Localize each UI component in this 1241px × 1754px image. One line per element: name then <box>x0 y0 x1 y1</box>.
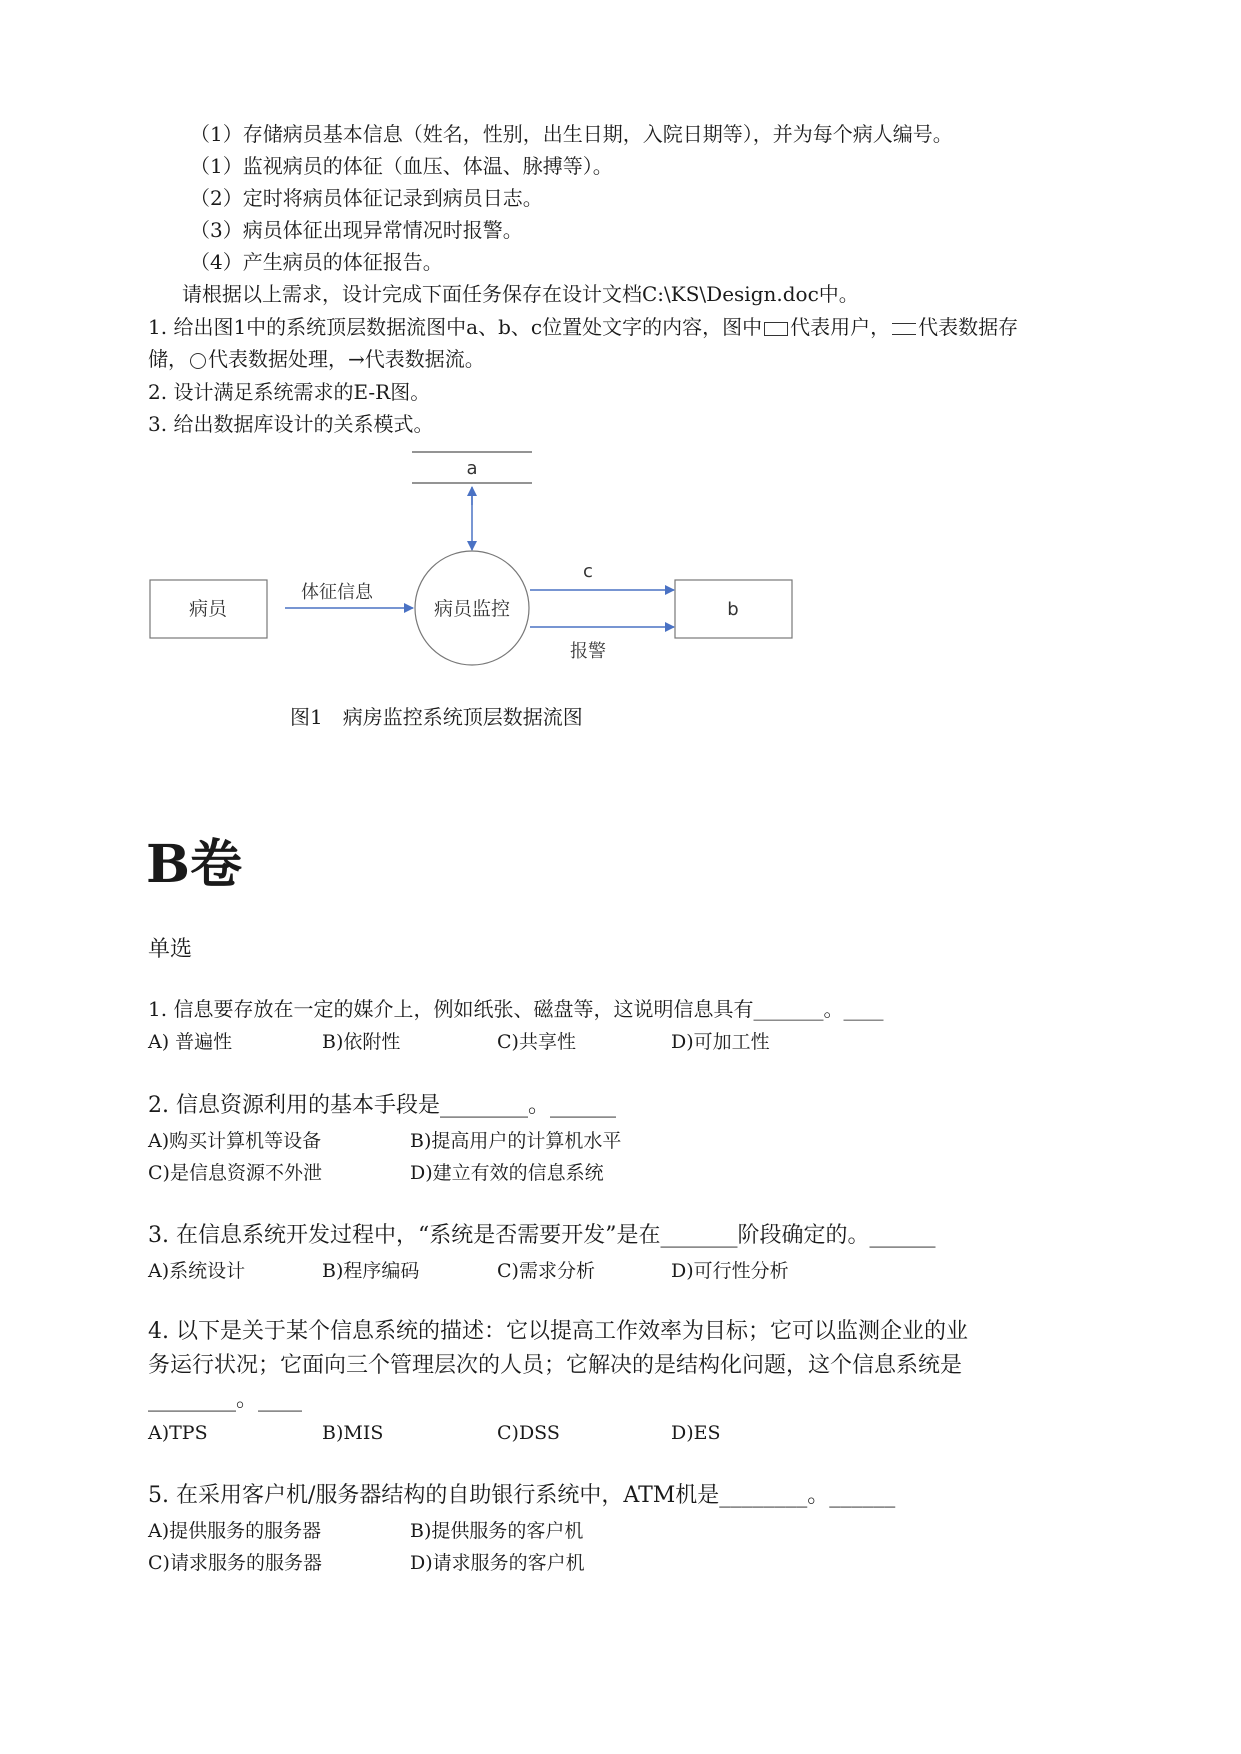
task-1-text-e: 代表数据处理，→代表数据流。 <box>208 347 485 371</box>
question-4-option-c: C)DSS <box>497 1422 560 1444</box>
question-5-option-c: C)请求服务的服务器 <box>148 1552 322 1574</box>
process-label: 病员监控 <box>433 598 511 620</box>
task-1-text-a: 1. 给出图1中的系统顶层数据流图中a、b、c位置处文字的内容，图中 <box>148 315 763 339</box>
data-flow-diagram <box>140 445 820 685</box>
question-4-stem-line-1: 4. 以下是关于某个信息系统的描述：它以提高工作效率为目标；它可以监测企业的业 <box>148 1319 968 1344</box>
question-5-stem: 5. 在采用客户机/服务器结构的自助银行系统中，ATM机是________。______ <box>148 1483 896 1508</box>
datastore-symbol-icon <box>892 323 916 335</box>
question-1-option-c: C)共享性 <box>497 1031 576 1053</box>
entity-symbol-icon <box>764 322 788 336</box>
diagram-caption: 图1 病房监控系统顶层数据流图 <box>290 705 583 729</box>
question-2-stem: 2. 信息资源利用的基本手段是________。______ <box>148 1093 616 1118</box>
question-1-stem: 1. 信息要存放在一定的媒介上，例如纸张、磁盘等，这说明信息具有_______。____ <box>148 997 884 1021</box>
question-2-option-a: A)购买计算机等设备 <box>148 1130 322 1152</box>
question-4-option-d: D)ES <box>671 1422 721 1444</box>
requirement-line-4: （3）病员体征出现异常情况时报警。 <box>190 218 523 242</box>
question-1-option-d: D)可加工性 <box>671 1031 770 1053</box>
question-1-option-b: B)依附性 <box>322 1031 401 1053</box>
question-5-option-d: D)请求服务的客户机 <box>410 1552 585 1574</box>
section-subtitle: 单选 <box>148 937 193 962</box>
task-1-text-b: 代表用户， <box>790 315 891 339</box>
question-3-option-a: A)系统设计 <box>148 1260 246 1282</box>
question-4-stem-line-3: ________。____ <box>148 1387 303 1412</box>
task-1-continued <box>148 345 485 373</box>
question-3-option-c: C)需求分析 <box>497 1260 595 1282</box>
question-3-option-b: B)程序编码 <box>322 1260 420 1282</box>
flow-left-label: 体征信息 <box>301 582 373 603</box>
task-1 <box>148 313 1018 341</box>
process-symbol-icon <box>190 353 206 369</box>
entity-left-label: 病员 <box>188 598 228 620</box>
requirement-line-1: （1）存储病员基本信息（姓名，性别，出生日期，入院日期等），并为每个病人编号。 <box>190 122 953 146</box>
requirement-line-3: （2）定时将病员体征记录到病员日志。 <box>190 186 543 210</box>
entity-right-label: b <box>727 599 739 620</box>
question-4-option-a: A)TPS <box>148 1422 208 1444</box>
question-2-option-c: C)是信息资源不外泄 <box>148 1162 322 1184</box>
question-4-option-b: B)MIS <box>322 1422 384 1444</box>
requirement-line-2: （1）监视病员的体征（血压、体温、脉搏等）。 <box>190 154 613 178</box>
requirement-line-5: （4）产生病员的体征报告。 <box>190 250 443 274</box>
task-2: 2. 设计满足系统需求的E-R图。 <box>148 380 431 404</box>
question-4-stem-line-2: 务运行状况；它面向三个管理层次的人员；它解决的是结构化问题，这个信息系统是 <box>148 1353 963 1378</box>
flow-bottom-label: 报警 <box>570 641 606 662</box>
flow-top-label: c <box>583 561 593 582</box>
instruction-line: 请根据以上需求，设计完成下面任务保存在设计文档C:\KS\Design.doc中。 <box>182 282 859 306</box>
question-5-option-a: A)提供服务的服务器 <box>148 1520 322 1542</box>
question-2-option-b: B)提高用户的计算机水平 <box>410 1130 622 1152</box>
task-3: 3. 给出数据库设计的关系模式。 <box>148 412 434 436</box>
question-1-option-a: A) 普遍性 <box>148 1031 233 1053</box>
question-5-option-b: B)提供服务的客户机 <box>410 1520 584 1542</box>
section-title: B卷 <box>146 834 242 895</box>
question-3-option-d: D)可行性分析 <box>671 1260 789 1282</box>
task-1-text-d: 储， <box>148 347 188 371</box>
task-1-text-c: 代表数据存 <box>918 315 1019 339</box>
question-3-stem: 3. 在信息系统开发过程中，“系统是否需要开发”是在_______阶段确定的。______ <box>148 1223 936 1248</box>
question-2-option-d: D)建立有效的信息系统 <box>410 1162 604 1184</box>
datastore-label: a <box>466 458 478 479</box>
